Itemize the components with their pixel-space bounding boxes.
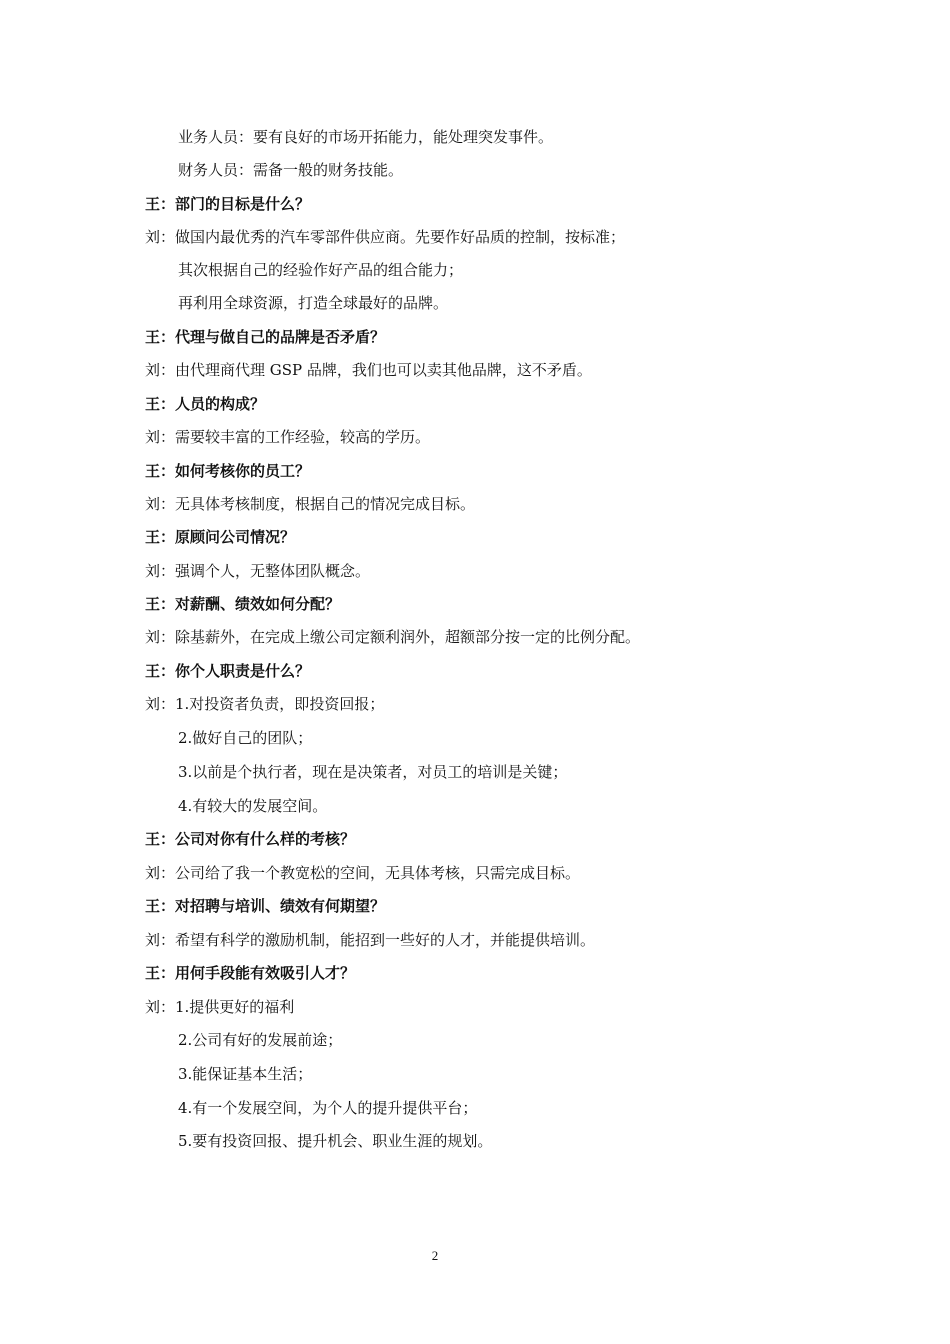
question-line: 王：用何手段能有效吸引人才？ [145,964,356,982]
answer-continuation: 再利用全球资源，打造全球最好的品牌。 [178,294,449,312]
question-line: 王：你个人职责是什么？ [145,662,311,680]
page-number: 2 [431,1248,439,1263]
interview-line: 业务人员：要有良好的市场开拓能力，能处理突发事件。 [178,128,554,146]
answer-line: 刘：公司给了我一个教宽松的空间，无具体考核，只需完成目标。 [145,864,581,882]
answer-line: 刘：1.提供更好的福利 [145,998,295,1016]
answer-continuation: 5.要有投资回报、提升机会、职业生涯的规划。 [178,1132,493,1150]
answer-line: 刘：做国内最优秀的汽车零部件供应商。先要作好品质的控制，按标准； [145,228,626,246]
answer-continuation: 3.以前是个执行者，现在是决策者，对员工的培训是关键； [178,763,568,781]
answer-line: 刘：强调个人，无整体团队概念。 [145,562,371,580]
answer-continuation: 其次根据自己的经验作好产品的组合能力； [178,261,464,279]
answer-line: 刘：1.对投资者负责，即投资回报； [145,695,385,713]
question-line: 王：部门的目标是什么？ [145,195,311,213]
answer-line: 刘：由代理商代理 GSP 品牌，我们也可以卖其他品牌，这不矛盾。 [145,361,592,379]
question-line: 王：公司对你有什么样的考核？ [145,830,356,848]
answer-line: 刘：需要较丰富的工作经验，较高的学历。 [145,428,431,446]
question-line: 王：对薪酬、绩效如何分配？ [145,595,341,613]
answer-continuation: 4.有一个发展空间，为个人的提升提供平台； [178,1099,478,1117]
question-line: 王：原顾问公司情况？ [145,528,296,546]
question-line: 王：如何考核你的员工？ [145,462,311,480]
answer-continuation: 3.能保证基本生活； [178,1065,313,1083]
question-line: 王：代理与做自己的品牌是否矛盾？ [145,328,386,346]
answer-line: 刘：除基薪外，在完成上缴公司定额利润外，超额部分按一定的比例分配。 [145,628,641,646]
answer-continuation: 4.有较大的发展空间。 [178,797,328,815]
answer-continuation: 2.做好自己的团队； [178,729,313,747]
answer-line: 刘：无具体考核制度，根据自己的情况完成目标。 [145,495,476,513]
interview-line: 财务人员：需备一般的财务技能。 [178,161,404,179]
answer-line: 刘：希望有科学的激励机制，能招到一些好的人才，并能提供培训。 [145,931,596,949]
question-line: 王：人员的构成？ [145,395,266,413]
question-line: 王：对招聘与培训、绩效有何期望？ [145,897,386,915]
answer-continuation: 2.公司有好的发展前途； [178,1031,343,1049]
